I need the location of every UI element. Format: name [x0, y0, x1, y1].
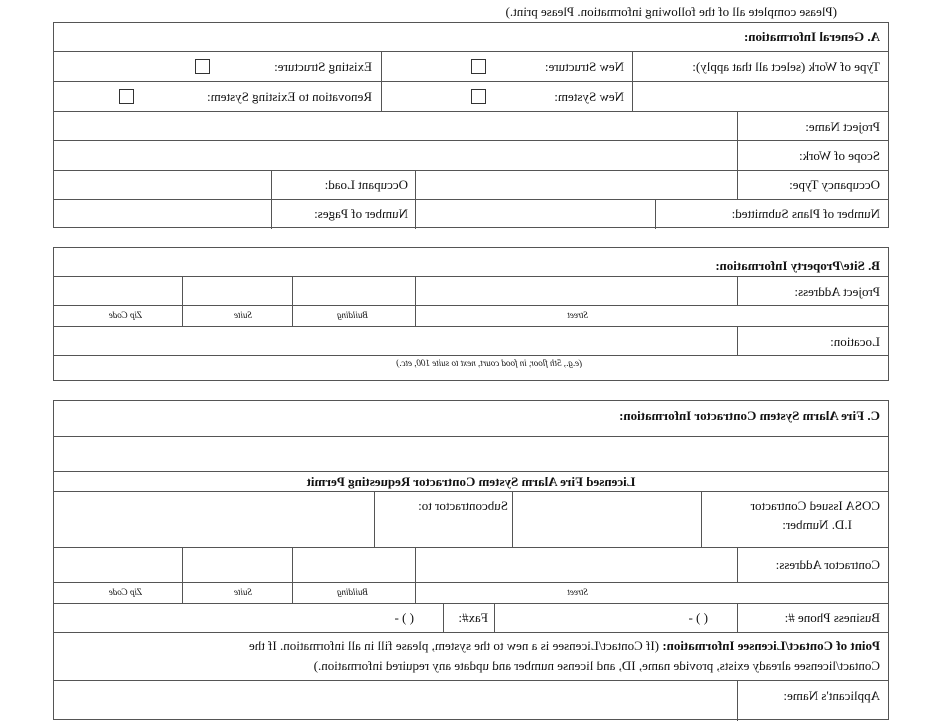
plans-row — [54, 200, 888, 229]
section-c-title: C. Fire Alarm System Contractor Information: — [619, 408, 880, 423]
suite-caption: Suite — [234, 310, 252, 320]
location-hint-row — [54, 356, 888, 382]
plans-submitted-field[interactable] — [655, 200, 656, 229]
scope-field[interactable] — [737, 141, 738, 170]
poc-line-2: Contact/licensee already exists, provide name, ID, and license number and update any required information.) — [313, 658, 880, 673]
occupant-load-label: Occupant Load: — [324, 177, 408, 192]
project-name-row — [54, 112, 888, 141]
occupancy-row — [54, 171, 888, 200]
section-b-title: B. Site/Property Information: — [715, 258, 880, 273]
contractor-building-field[interactable] — [415, 548, 416, 582]
section-b-title-row — [54, 248, 888, 277]
cosa-id-label-2: I.D. Number: — [782, 517, 852, 532]
pages-label: Number of Pages: — [314, 206, 408, 221]
poc-heading: Point of Contact/Licensee Information: — [662, 638, 880, 653]
zip-caption: Zip Code — [108, 310, 142, 320]
section-a-title-row — [54, 23, 888, 52]
cosa-id-label-1: COSA Issued Contractor — [750, 498, 880, 513]
business-phone-field[interactable]: ( ) - — [688, 610, 708, 625]
contractor-street-caption: Street — [567, 587, 588, 597]
project-name-label: Project Name: — [805, 119, 880, 134]
business-phone-label: Business Phone #: — [784, 610, 880, 625]
blank-row — [54, 437, 888, 472]
contractor-caption-row — [54, 583, 888, 604]
subcontractor-field[interactable] — [374, 492, 375, 547]
address-caption-row — [54, 306, 888, 327]
contractor-street-field[interactable] — [737, 548, 738, 582]
renovation-label: Renovation to Existing System: — [206, 89, 372, 104]
contractor-suite-field[interactable] — [292, 548, 293, 582]
street-caption: Street — [567, 310, 588, 320]
poc-line-1 — [249, 638, 880, 654]
poc-text-1: (If Contact/Licensee is a new to the system, please fill in all information. If the — [248, 638, 663, 653]
point-of-contact-row — [54, 633, 888, 681]
section-contractor-information — [53, 400, 889, 720]
phone-fax-row — [54, 604, 888, 633]
contractor-zip-field[interactable] — [182, 548, 183, 582]
pages-field[interactable] — [271, 200, 272, 229]
project-name-field[interactable] — [737, 112, 738, 140]
contractor-building-caption: Building — [337, 587, 368, 597]
form-instructions: (Please complete all of the following information. Please print.) — [505, 4, 837, 19]
contractor-zip-caption: Zip Code — [108, 587, 142, 597]
renovation-checkbox[interactable] — [119, 89, 134, 104]
existing-structure-checkbox[interactable] — [195, 59, 210, 74]
licensed-contractor-header: Licensed Fire Alarm System Contractor Requesting Permit — [306, 474, 636, 489]
location-field[interactable] — [737, 327, 738, 355]
scope-row — [54, 141, 888, 171]
fax-field[interactable]: ( ) - — [394, 610, 414, 625]
new-structure-checkbox[interactable] — [471, 59, 486, 74]
project-address-row — [54, 277, 888, 306]
system-type-row — [54, 82, 888, 112]
fax-label: Fax#: — [458, 610, 488, 625]
cosa-id-field[interactable] — [701, 492, 702, 547]
section-general-information — [53, 22, 889, 228]
section-a-title: A. General Information: — [743, 29, 880, 44]
applicant-name-field[interactable] — [737, 681, 738, 721]
new-system-label: New System: — [554, 89, 624, 104]
subcontractor-label: Subcontractor to: — [418, 498, 508, 513]
location-hint: (e.g., 5th floor, in food court, next to suite 100, etc.) — [396, 358, 582, 368]
existing-structure-label: Existing Structure: — [274, 59, 372, 74]
contractor-suite-caption: Suite — [234, 587, 252, 597]
plans-submitted-label: Number of Plans Submitted: — [731, 206, 880, 221]
contractor-address-row — [54, 548, 888, 583]
section-site-property-information — [53, 247, 889, 381]
occupant-load-field[interactable] — [271, 171, 272, 199]
new-system-checkbox[interactable] — [471, 89, 486, 104]
address-zip-field[interactable] — [182, 277, 183, 305]
applicant-name-label: Applicant's Name: — [783, 688, 880, 703]
section-c-title-row — [54, 401, 888, 437]
type-of-work-row — [54, 52, 888, 82]
address-building-field[interactable] — [415, 277, 416, 305]
building-caption: Building — [337, 310, 368, 320]
location-row — [54, 327, 888, 356]
applicant-name-row — [54, 681, 888, 721]
occupancy-type-label: Occupancy Type: — [789, 177, 880, 192]
licensed-header-row — [54, 472, 888, 492]
cosa-id-row — [54, 492, 888, 548]
location-label: Location: — [830, 334, 880, 349]
address-suite-field[interactable] — [292, 277, 293, 305]
address-street-field[interactable] — [737, 277, 738, 305]
contractor-address-label: Contractor Address: — [775, 557, 880, 572]
occupancy-type-field[interactable] — [737, 171, 738, 199]
scope-label: Scope of Work: — [798, 148, 880, 163]
type-of-work-label: Type of Work (select all that apply): — [692, 59, 880, 74]
project-address-label: Project Address: — [794, 284, 880, 299]
new-structure-label: New Structure: — [544, 59, 624, 74]
